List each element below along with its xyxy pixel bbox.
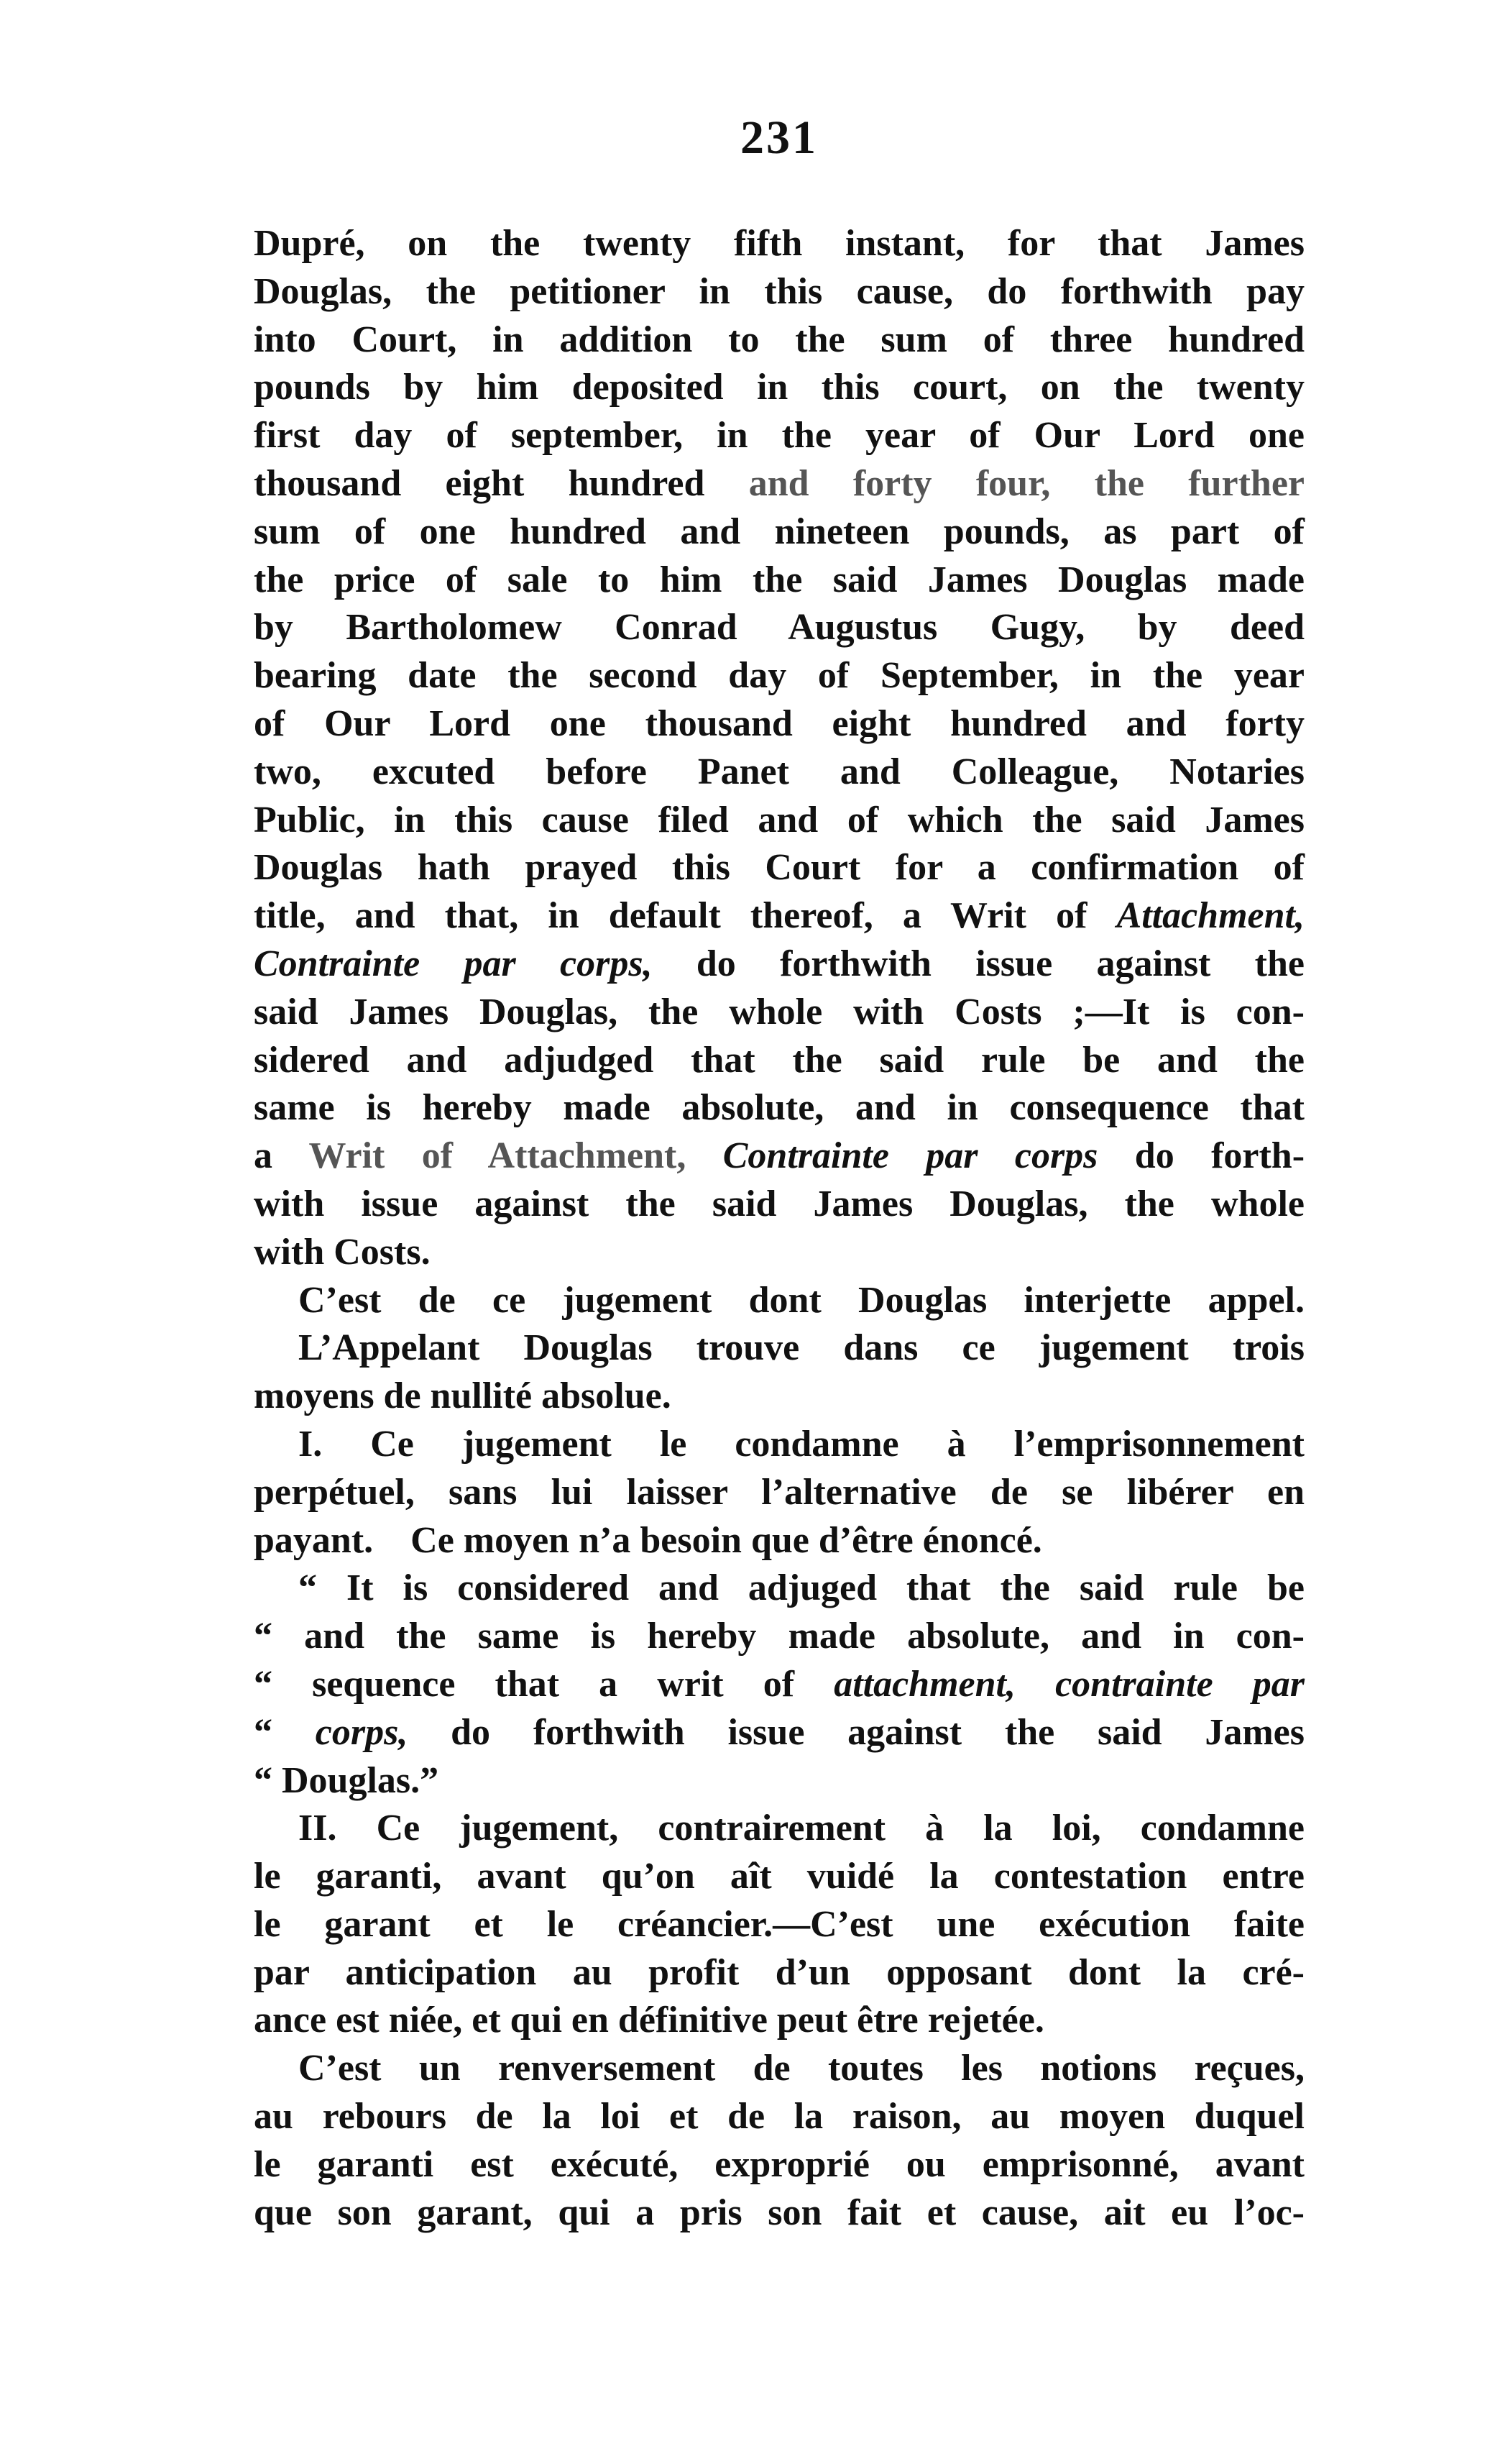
text-run: Douglas, the petitioner in this cause, do forthwith pay (254, 270, 1305, 312)
text-run: a (254, 1135, 309, 1177)
text-line (254, 268, 1305, 316)
text-block (254, 220, 1305, 2237)
text-run: first day of september, in the year of Our Lord one (254, 415, 1305, 457)
text-run: title, and that, in default thereof, a Writ of (254, 895, 1117, 937)
text-line (254, 364, 1305, 412)
text-run: “ Douglas.” (254, 1759, 439, 1801)
italic-text-run: Contrainte par corps (722, 1135, 1098, 1177)
page-number: 231 (740, 111, 818, 164)
text-line (254, 220, 1305, 268)
text-line (254, 2189, 1305, 2238)
italic-text-run: attachment, contrainte par (834, 1663, 1305, 1705)
text-line (254, 1709, 1305, 1757)
text-line (254, 2093, 1305, 2141)
italic-text-run: Attachment, (1116, 895, 1305, 937)
text-run: Public, in this cause filed and of which the said James (254, 799, 1305, 841)
text-run: “ It is considered and adjuged that the said rule be (298, 1567, 1305, 1609)
text-run: Douglas hath prayed this Court for a confirmation of (254, 847, 1305, 889)
text-line (254, 1949, 1305, 1997)
text-line (254, 1613, 1305, 1661)
italic-text-run: corps, (315, 1711, 408, 1753)
text-run: le garant et le créancier.—C’est une exécution faite (254, 1903, 1305, 1945)
text-run: moyens de nullité absolue. (254, 1375, 671, 1417)
text-line (254, 1661, 1305, 1709)
text-line (254, 940, 1305, 989)
text-run: sum of one hundred and nineteen pounds, as part of (254, 510, 1305, 552)
text-line (254, 1181, 1305, 1229)
faded-text-run: Writ of Attachment, (308, 1135, 686, 1177)
text-line (254, 604, 1305, 652)
text-run: two, excuted before Panet and Colleague, Notaries (254, 751, 1305, 792)
text-line (254, 892, 1305, 940)
text-run: II. Ce jugement, contrairement à la loi, condamne (298, 1808, 1305, 1849)
text-run: ance est niée, et qui en définitive peut être rejetée. (254, 2000, 1044, 2041)
text-line (254, 2141, 1305, 2189)
text-run: thousand eight hundred (254, 462, 749, 504)
text-line (254, 797, 1305, 845)
text-line (254, 316, 1305, 365)
text-line (254, 1037, 1305, 1085)
text-run: the price of sale to him the said James Douglas made (254, 559, 1305, 600)
text-line (254, 1084, 1305, 1132)
text-line (254, 748, 1305, 797)
text-run: do forthwith issue against the (652, 943, 1305, 984)
text-run: bearing date the second day of September, in the year (254, 655, 1305, 697)
text-line (254, 652, 1305, 700)
text-line (254, 989, 1305, 1037)
text-run: sidered and adjudged that the said rule be and the (254, 1039, 1305, 1081)
faded-text-run: and forty four, the further (748, 462, 1305, 504)
text-run: by Bartholomew Conrad Augustus Gugy, by deed (254, 607, 1305, 649)
text-run: perpétuel, sans lui laisser l’alternative de se libérer en (254, 1471, 1305, 1513)
text-run: au rebours de la loi et de la raison, au moyen duquel (254, 2096, 1305, 2138)
text-run: same is hereby made absolute, and in consequence that (254, 1087, 1305, 1129)
text-line (254, 1757, 1305, 1805)
text-line (254, 1229, 1305, 1277)
text-line (254, 1277, 1305, 1325)
text-line (254, 1517, 1305, 1565)
text-run: payant. Ce moyen n’a besoin que d’être énoncé. (254, 1519, 1042, 1561)
text-run: with Costs. (254, 1231, 431, 1273)
text-run: que son garant, qui a pris son fait et cause, ait eu l’oc- (254, 2192, 1305, 2233)
text-line (254, 508, 1305, 557)
text-line (254, 1805, 1305, 1853)
text-line (254, 460, 1305, 508)
text-run: “ (254, 1711, 316, 1753)
text-run: C’est de ce jugement dont Douglas interjette appel. (298, 1279, 1305, 1321)
text-run: I. Ce jugement le condamne à l’emprisonnement (298, 1423, 1305, 1465)
text-line (254, 1421, 1305, 1469)
text-run: do forthwith issue against the said James (408, 1711, 1305, 1753)
text-run: le garanti, avant qu’on aît vuidé la contestation entre (254, 1856, 1305, 1897)
text-run: “ and the same is hereby made absolute, and in con- (254, 1616, 1305, 1657)
text-run: le garanti est exécuté, exproprié ou emprisonné, avant (254, 2143, 1305, 2185)
text-line (254, 844, 1305, 892)
text-line (254, 1469, 1305, 1517)
text-line (254, 1901, 1305, 1949)
text-run: C’est un renversement de toutes les notions reçues, (298, 2048, 1305, 2089)
text-run (686, 1135, 722, 1176)
text-line (254, 700, 1305, 748)
text-run: par anticipation au profit d’un opposant dont la cré- (254, 1951, 1305, 1993)
text-run: said James Douglas, the whole with Costs ;—It is con- (254, 991, 1305, 1032)
text-line (254, 1997, 1305, 2045)
text-line (254, 1324, 1305, 1373)
italic-text-run: Contrainte par corps, (254, 943, 653, 984)
text-run: of Our Lord one thousand eight hundred and forty (254, 702, 1305, 744)
text-line (254, 1853, 1305, 1901)
text-run: do forth- (1098, 1135, 1305, 1177)
text-line (254, 2045, 1305, 2093)
text-run: with issue against the said James Douglas, the whole (254, 1183, 1305, 1224)
text-line (254, 557, 1305, 605)
text-line (254, 1373, 1305, 1421)
text-run: pounds by him deposited in this court, on the twenty (254, 367, 1305, 408)
text-run: L’Appelant Douglas trouve dans ce jugement trois (298, 1327, 1305, 1369)
text-line (254, 1132, 1305, 1181)
text-line (254, 1565, 1305, 1613)
text-run: into Court, in addition to the sum of three hundred (254, 319, 1305, 360)
text-run: “ sequence that a writ of (254, 1663, 834, 1705)
text-line (254, 412, 1305, 460)
text-run: Dupré, on the twenty fifth instant, for that James (254, 223, 1305, 264)
